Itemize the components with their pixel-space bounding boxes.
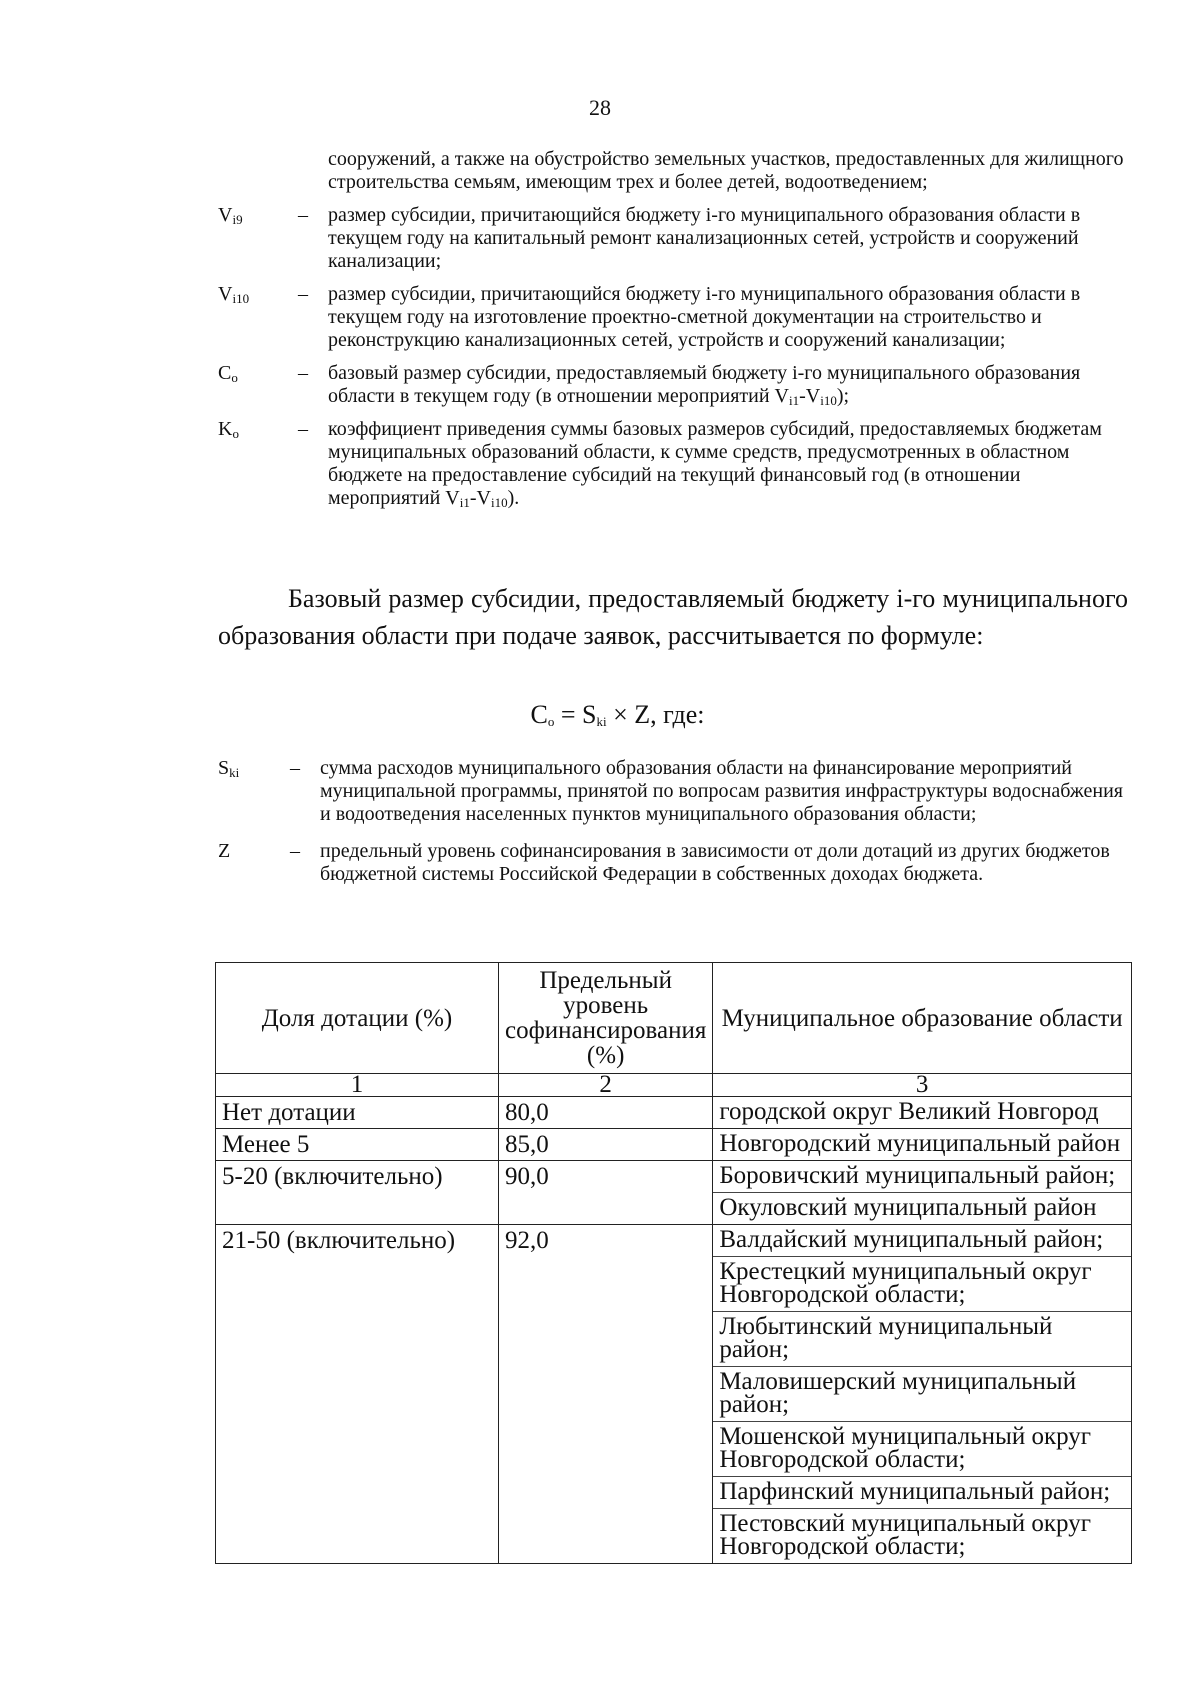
definition-symbol: $V_{i10}$ bbox=[218, 283, 250, 306]
municipality-item: Крестецкий муниципальный округ Новгородской области; bbox=[713, 1256, 1131, 1311]
municipality-item: Окуловский муниципальный район bbox=[713, 1192, 1131, 1224]
formula-definitions bbox=[218, 757, 1128, 900]
definition-dash: – bbox=[298, 418, 308, 440]
table-row bbox=[216, 1097, 1132, 1129]
header-municipality: Муниципальное образование области bbox=[713, 963, 1132, 1074]
cofinancing-table bbox=[215, 962, 1132, 1564]
municipality-item: Любытинский муниципальный район; bbox=[713, 1311, 1131, 1366]
definition-vi9 bbox=[218, 204, 1128, 273]
municipality-item: Новгородский муниципальный район bbox=[719, 1130, 1121, 1157]
municipality-item: Валдайский муниципальный район; bbox=[719, 1226, 1104, 1253]
municipality-item: городской округ Великий Новгород bbox=[719, 1098, 1099, 1125]
definition-text: сумма расходов муниципального образования области на финансирование мероприятий муниципальной программы, принятой по вопросам развития инфраструктуры водоснабжения и водоотведения населенных пунктов муниципального образования области; bbox=[320, 757, 1123, 825]
municipality-cell bbox=[713, 1129, 1132, 1161]
share-cell: 5-20 (включительно) bbox=[216, 1161, 499, 1225]
municipality-item: Маловишерский муниципальный район; bbox=[713, 1366, 1131, 1421]
definition-vi10 bbox=[218, 283, 1128, 352]
definition-text: коэффициент приведения суммы базовых размеров субсидий, предоставляемых бюджетам муниципальных образований области, к сумме средств, предусмотренных в областном бюджете на предоставление субсидий на текущий финансовый год (в отношении мероприятий $V_{i1}-V_{i10}$). bbox=[328, 418, 1102, 510]
definition-symbol: $K_o$ bbox=[218, 418, 239, 441]
definition-text: размер субсидии, причитающийся бюджету i-го муниципального образования области в текущем году на изготовление проектно-сметной документации на строительство и реконструкцию канализационных сетей, устройств и сооружений канализации; bbox=[328, 283, 1081, 351]
definition-dash: – bbox=[290, 757, 300, 779]
definitions-block bbox=[218, 148, 1128, 520]
municipality-item: Мошенской муниципальный округ Новгородской области; bbox=[713, 1421, 1131, 1476]
definition-dash: – bbox=[298, 204, 308, 226]
table-row bbox=[216, 1225, 1132, 1564]
table-number-row bbox=[216, 1074, 1132, 1097]
municipality-item: Пестовский муниципальный округ Новгородской области; bbox=[713, 1508, 1131, 1563]
share-cell: 21-50 (включительно) bbox=[216, 1225, 499, 1564]
formula: $C_o = S_{ki} \times Z$, где: bbox=[530, 700, 705, 729]
municipality-item: Парфинский муниципальный район; bbox=[713, 1476, 1131, 1508]
definition-ko bbox=[218, 418, 1128, 510]
column-number: 1 bbox=[216, 1074, 499, 1097]
municipality-item: Боровичский муниципальный район; bbox=[719, 1162, 1116, 1189]
definition-text: размер субсидии, причитающийся бюджету i-го муниципального образования области в текущем году на капитальный ремонт канализационных сетей, устройств и сооружений канализации; bbox=[328, 204, 1081, 272]
share-cell: Менее 5 bbox=[216, 1129, 499, 1161]
definition-dash: – bbox=[298, 362, 308, 384]
continuation-text: сооружений, а также на обустройство земельных участков, предоставленных для жилищного строительства семьям, имеющим трех и более детей, водоотведением; bbox=[328, 148, 1124, 193]
share-cell: Нет дотации bbox=[216, 1097, 499, 1129]
definition-text: базовый размер субсидии, предоставляемый бюджету i-го муниципального образования области в текущем году (в отношении мероприятий $V_{i1}-V_{i10}$); bbox=[328, 362, 1081, 408]
column-number: 3 bbox=[713, 1074, 1132, 1097]
table-header-row bbox=[216, 963, 1132, 1074]
table-row bbox=[216, 1129, 1132, 1161]
column-number: 2 bbox=[499, 1074, 713, 1097]
municipality-cell bbox=[713, 1225, 1132, 1564]
header-share: Доля дотации (%) bbox=[216, 963, 499, 1074]
definition-co bbox=[218, 362, 1128, 408]
page-number: 28 bbox=[589, 95, 611, 120]
definition-text: предельный уровень софинансирования в зависимости от доли дотаций из других бюджетов бюджетной системы Российской Федерации в собственных доходах бюджета. bbox=[320, 840, 1110, 885]
level-cell: 90,0 bbox=[499, 1161, 713, 1225]
municipality-cell bbox=[713, 1161, 1132, 1225]
definition-ski bbox=[218, 757, 1128, 826]
table-row bbox=[216, 1161, 1132, 1225]
header-level: Предельный уровень софинансирования (%) bbox=[499, 963, 713, 1074]
base-subsidy-paragraph: Базовый размер субсидии, предоставляемый бюджету i-го муниципального образования области при подаче заявок, рассчитывается по формуле: bbox=[218, 584, 1128, 650]
definition-dash: – bbox=[298, 283, 308, 305]
definition-symbol: Z bbox=[218, 840, 231, 862]
definition-symbol: $C_o$ bbox=[218, 362, 238, 385]
definition-symbol: $S_{ki}$ bbox=[218, 757, 240, 780]
level-cell: 80,0 bbox=[499, 1097, 713, 1129]
level-cell: 92,0 bbox=[499, 1225, 713, 1564]
definition-z bbox=[218, 840, 1128, 886]
definition-symbol: $V_{i9}$ bbox=[218, 204, 243, 227]
level-cell: 85,0 bbox=[499, 1129, 713, 1161]
definition-dash: – bbox=[290, 840, 300, 862]
municipality-cell bbox=[713, 1097, 1132, 1129]
